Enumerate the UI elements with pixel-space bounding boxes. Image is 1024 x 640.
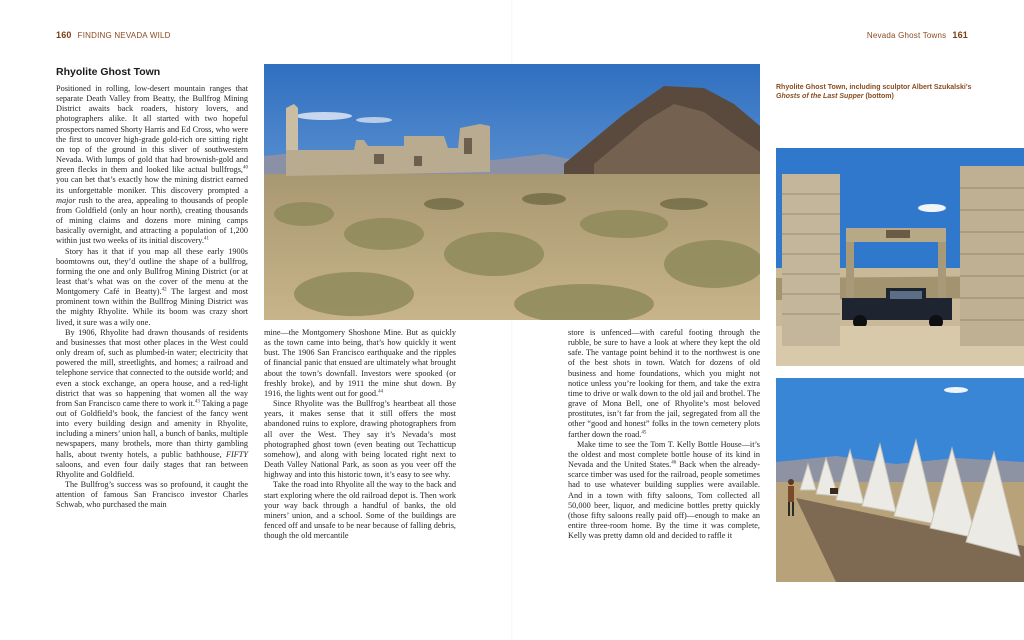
bullfrog-gate-photo bbox=[776, 148, 1024, 366]
paragraph: Take the road into Rhyolite all the way to the back and start exploring where the old railroad depot is. Then work your way back through a handful of banks, the old miners’ union, and a school. Some of the buildings are fenced off and unsafe to be near because of falling debris, though the old mercantile bbox=[264, 480, 456, 541]
right-running-head: Nevada Ghost Towns bbox=[866, 31, 947, 40]
text-column-1 bbox=[56, 84, 248, 511]
ruins-illustration bbox=[264, 64, 760, 320]
paragraph: Make time to see the Tom T. Kelly Bottle House—it’s the oldest and most complete bottle house of its kind in Nevada and the United States.$^{46}$ Back when the already-scarce timber was used for the railroad, people sometimes had to use whatever building supplies were available. And in a town with fifty saloons, Tom collected all 50,000 beer, liquor, and medicine bottles pretty quickly (those fifty saloons really paid off)—enough to make an entire three-room home. By the time it was complete, Kelly was pretty damn old and decided to raffle it bbox=[568, 439, 760, 541]
paragraph: store is unfenced—with careful footing through the rubble, be sure to have a look at where they kept the old safe. The vantage point behind it to the northwest is one of the best shots in town. Watch for dozens of old business and home foundations, which you might not notice unless you’re looking for them, and take the extra time to drive or walk down to the old jail and brothel. The grave of Mona Bell, one of Rhyolite’s most beloved prostitutes, isn’t far from the jail, segregated from all the other “good and honest” folks in the town cemetery plots farther down the road.$^{45}$ bbox=[568, 328, 760, 439]
left-running-head: FINDING NEVADA WILD bbox=[77, 31, 171, 40]
left-folio bbox=[56, 30, 171, 40]
paragraph: mine—the Montgomery Shoshone Mine. But as quickly as the town came into being, that’s how quickly it went bust. The 1906 San Francisco earthquake and the ripples of financial panic that ensued are ultimately what brought about the town’s downfall. Investors were spooked (or freshly broke), and by 1911 the mine shut down. By 1916, the lights went out for good.$^{44}$ bbox=[264, 328, 456, 398]
ghosts-illustration bbox=[776, 378, 1024, 582]
section-title: Rhyolite Ghost Town bbox=[56, 66, 161, 78]
paragraph: By 1906, Rhyolite had drawn thousands of residents and businesses that most other places in the West could only dream of, such as plumbed-in water; electricity that powered the mill, streetlights, and homes; a railroad and telephone service that connected to the outside world; and even a stock exchange, an opera house, and a red-light district that was so happening that women all the way from San Francisco came there to work it.$^{43}$ Taking a page out of Goldfield’s book, the fanciest of the fancy went into every building design and amenity in Rhyolite, including a miners’ union hall, a bunch of banks, multiple newspapers, many brothels, more than thirty gambling halls, about twenty hotels, a public bathhouse, FIFTY saloons, and even four daily stages that ran between Rhyolite and Goldfield. bbox=[56, 327, 248, 479]
gate-illustration bbox=[776, 148, 1024, 366]
paragraph: Story has it that if you map all these early 1900s boomtowns out, they’d outline the shape of a bullfrog, forming the one and only Bullfrog Mining District (or at least that’s what was on the cover of the menu at the Montgomery Café in Beatty).$^{42}$ The largest and most prominent town within the Bullfrog Mining District was the mighty Rhyolite. While its boom was crazy short lived, it sure was a wily one. bbox=[56, 246, 248, 327]
text-column-3 bbox=[568, 328, 760, 541]
rhyolite-ruins-photo bbox=[264, 64, 760, 320]
left-page-number: 160 bbox=[56, 30, 72, 40]
paragraph: Since Rhyolite was the Bullfrog’s heartbeat all those years, it makes sense that it still offers the most abandoned ruins to explore, drawing photographers from all over the West. They say it’s Nevada’s most photographed ghost town (even beating out Techatticup somehow), and along with being located right next to Death Valley National Park, as soon as you veer off the highway and into this historic town, it’s easy to see why. bbox=[264, 399, 456, 480]
ghosts-last-supper-photo bbox=[776, 378, 1024, 582]
paragraph: The Bullfrog’s success was so profound, it caught the attention of famous San Francisco investor Charles Schwab, who purchased the main bbox=[56, 480, 248, 510]
text-column-2 bbox=[264, 328, 456, 541]
right-folio bbox=[867, 30, 968, 40]
photo-caption: Rhyolite Ghost Town, including sculptor Albert Szukalski’s Ghosts of the Last Supper (bottom) bbox=[776, 84, 972, 100]
paragraph: Positioned in rolling, low-desert mountain ranges that separate Death Valley from Beatty, the Bullfrog Mining District awaits back roaders, history lovers, and photographers alike. It all started with two hopeful prospectors named Shorty Harris and Ed Cross, who were the first to uncover high-grade gold-rich ore sitting right on top of the ground in this sliver of southwestern Nevada. With lumps of gold that had brownish-gold and green flecks in them and looked like actual bullfrogs,$^{40}$ you can bet that’s exactly how the mining district earned its unforgettable moniker. This discovery prompted a major rush to the area, appealing to thousands of people from Goldfield (only an hour north), creating thousands of mining claims and dozens more mining camps basically overnight, and attracting a population of 1,200 within just two weeks of its initial discovery.$^{41}$ bbox=[56, 84, 248, 246]
right-page-number: 161 bbox=[952, 30, 968, 40]
